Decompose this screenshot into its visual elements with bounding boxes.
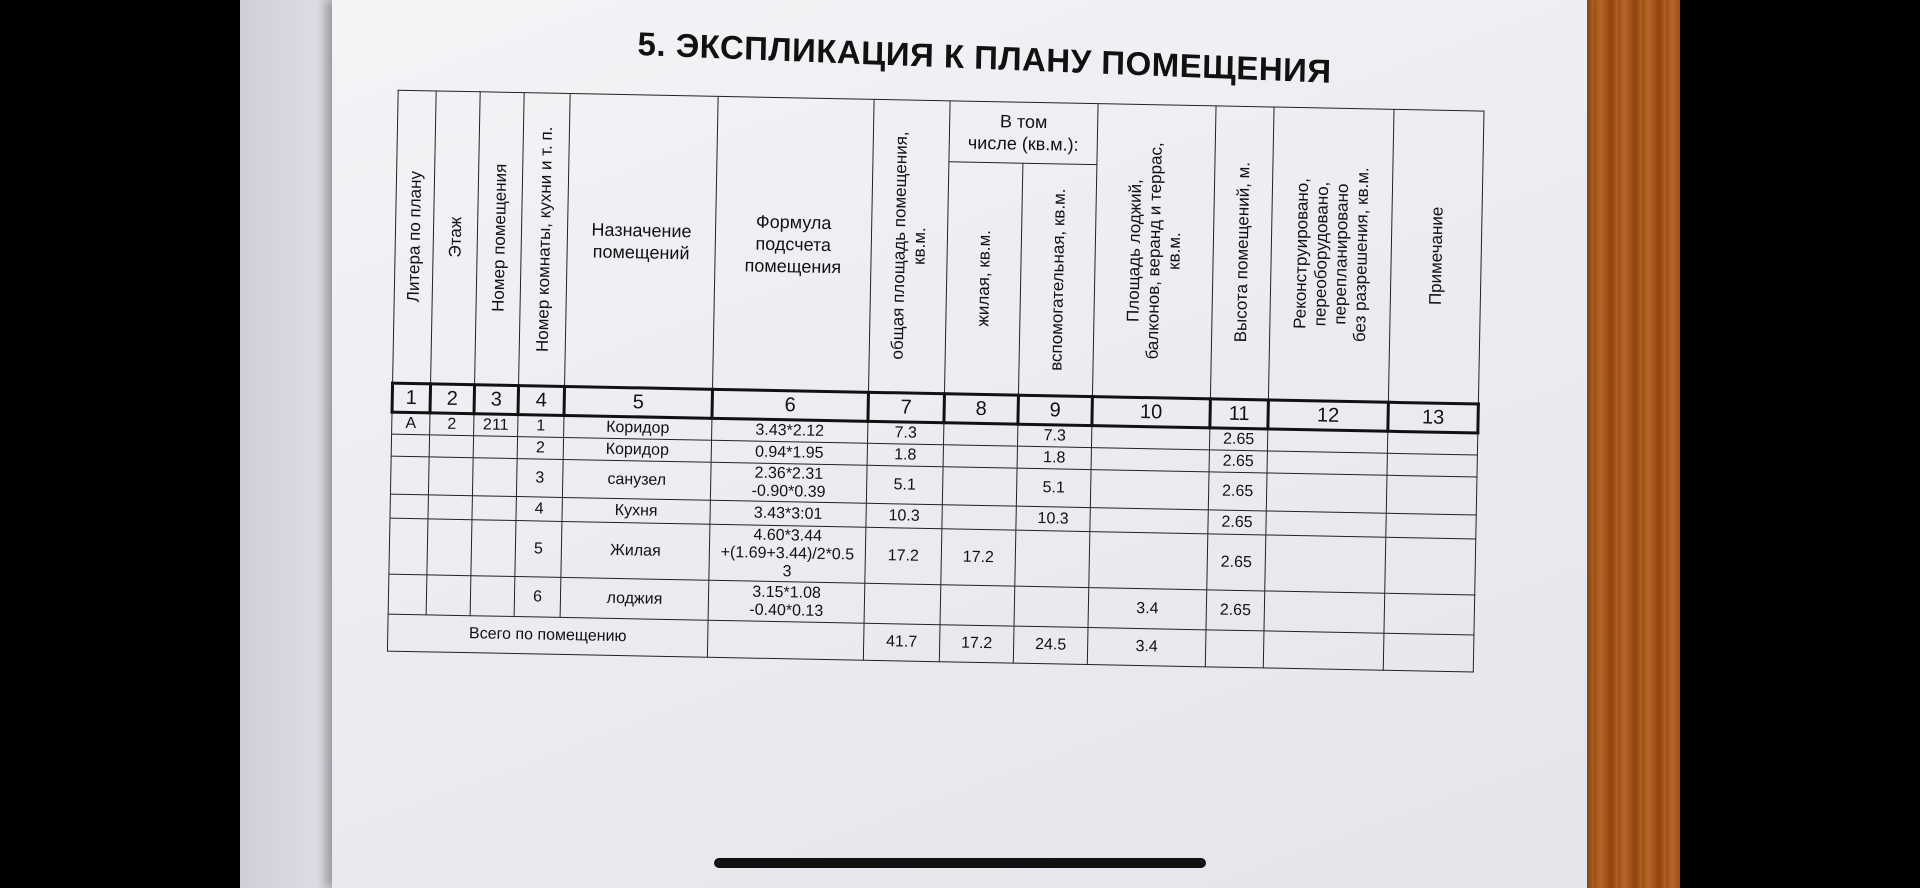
column-number: 5 (564, 386, 713, 418)
cell-height: 2.65 (1209, 450, 1267, 473)
cell-formula: 2.36*2.31 -0.90*0.39 (710, 462, 867, 503)
cell-premise (472, 458, 517, 497)
document-title: 5. ЭКСПЛИКАЦИЯ К ПЛАНУ ПОМЕЩЕНИЯ (637, 24, 1332, 90)
cell-purpose: Коридор (563, 437, 711, 462)
cell-auxiliary (1015, 530, 1090, 587)
header-reconstructed: Реконструировано, переоборудовано, перепланировано без разрешения, кв.м. (1268, 107, 1394, 402)
totals-total: 41.7 (863, 623, 940, 661)
photo (240, 0, 1680, 888)
cell-loggia (1089, 532, 1208, 590)
cell-note (1387, 431, 1477, 455)
cell-purpose: Кухня (562, 497, 710, 524)
page-content (322, 0, 1594, 888)
cell-reconstructed (1267, 451, 1387, 475)
header-including-group: В том числе (кв.м.): (949, 101, 1098, 165)
cell-reconstructed (1267, 429, 1387, 453)
cell-total: 5.1 (866, 465, 943, 504)
cell-living: 17.2 (941, 529, 1016, 586)
cell-litera: А (392, 412, 430, 435)
cell-room: 6 (514, 577, 561, 618)
totals-note-empty (1383, 633, 1474, 672)
cell-loggia (1090, 470, 1209, 510)
header-auxiliary: вспомогательная, кв.м. (1018, 163, 1096, 396)
cell-living (940, 585, 1015, 626)
cell-floor (428, 495, 472, 520)
cell-formula: 3.43*2.12 (712, 418, 868, 443)
cell-reconstructed (1266, 511, 1386, 537)
cell-formula: 3.43*3:01 (710, 500, 866, 527)
cell-total: 1.8 (867, 443, 943, 466)
header-note: Примечание (1388, 109, 1484, 404)
cell-note (1385, 537, 1476, 595)
cell-loggia (1090, 508, 1208, 534)
header-premise-number: Номер помещения (475, 92, 525, 386)
cell-room: 2 (517, 437, 563, 460)
cell-floor: 2 (430, 413, 474, 436)
cell-note (1387, 453, 1477, 477)
header-purpose: Назначение помещений (565, 94, 719, 390)
cell-litera (390, 494, 428, 519)
column-number: 13 (1388, 402, 1479, 433)
totals-auxiliary: 24.5 (1013, 626, 1088, 664)
column-number: 2 (430, 384, 475, 414)
totals-loggia: 3.4 (1087, 628, 1206, 667)
cell-height: 2.65 (1208, 472, 1267, 511)
header-floor: Этаж (431, 91, 481, 385)
column-number: 11 (1210, 399, 1269, 429)
cell-room: 5 (515, 521, 562, 578)
cell-note (1384, 593, 1475, 635)
column-number: 6 (712, 389, 869, 421)
cell-reconstructed (1264, 591, 1385, 633)
totals-height-empty (1205, 630, 1264, 668)
column-number: 7 (868, 392, 945, 422)
cell-formula: 4.60*3.44 +(1.69+3.44)/2*0.5 3 (709, 524, 866, 583)
cell-litera (388, 574, 427, 615)
cell-litera (391, 434, 429, 457)
cell-height: 2.65 (1208, 510, 1266, 535)
header-room-number: Номер комнаты, кухни и т. п. (519, 93, 571, 387)
column-number: 12 (1268, 400, 1389, 431)
cell-auxiliary (1014, 586, 1089, 627)
cell-auxiliary: 1.8 (1017, 446, 1091, 469)
cell-note (1386, 475, 1477, 515)
column-number: 4 (518, 386, 565, 416)
cell-height: 2.65 (1209, 428, 1267, 451)
cell-formula: 0.94*1.95 (711, 440, 867, 465)
cell-formula: 3.15*1.08 -0.40*0.13 (708, 580, 865, 623)
cell-total: 10.3 (866, 503, 942, 528)
cell-reconstructed (1266, 473, 1387, 513)
header-total-area: общая площадь помещения, кв.м. (868, 99, 950, 393)
cell-height: 2.65 (1207, 534, 1266, 591)
totals-label: Всего по помещению (387, 614, 708, 657)
cell-premise (470, 576, 515, 617)
totals-living: 17.2 (939, 625, 1014, 663)
cell-total: 7.3 (868, 421, 944, 444)
cell-auxiliary: 5.1 (1016, 468, 1091, 507)
cell-living (943, 445, 1017, 468)
column-number: 10 (1092, 397, 1211, 428)
cell-room: 1 (518, 415, 564, 438)
cell-purpose: санузел (562, 459, 711, 500)
explication-table (386, 90, 1486, 673)
header-formula: Формула подсчета помещения (713, 96, 875, 392)
column-number: 8 (944, 394, 1019, 424)
cell-loggia (1091, 448, 1209, 472)
cell-living (942, 505, 1016, 530)
header-litera: Литера по плану (393, 90, 437, 384)
cell-premise: 211 (474, 414, 518, 437)
cell-loggia: 3.4 (1088, 588, 1207, 630)
cell-floor (426, 575, 471, 616)
cell-premise (472, 496, 516, 521)
column-number: 3 (474, 385, 519, 415)
header-loggia-area: Площадь лоджий, балконов, веранд и террас, кв.м. (1092, 104, 1216, 399)
cell-floor (429, 435, 473, 458)
cell-purpose: лоджия (560, 577, 709, 620)
cell-premise (473, 436, 517, 459)
cell-room: 3 (516, 459, 563, 498)
cell-height: 2.65 (1206, 590, 1265, 631)
cell-premise (471, 520, 516, 577)
home-indicator[interactable] (714, 858, 1206, 868)
cell-purpose: Коридор (564, 415, 712, 440)
cell-loggia (1091, 426, 1209, 450)
cell-auxiliary: 7.3 (1017, 424, 1091, 447)
cell-living (943, 423, 1017, 446)
cell-floor (428, 457, 473, 496)
totals-reconstructed-empty (1263, 631, 1384, 670)
cell-litera (389, 518, 428, 575)
cell-total (864, 583, 941, 624)
cell-total: 17.2 (865, 527, 942, 584)
cell-living (942, 467, 1017, 506)
document-page (332, 0, 1587, 888)
cell-floor (427, 519, 472, 576)
column-number: 9 (1018, 395, 1093, 425)
cell-room: 4 (516, 497, 562, 522)
column-number: 1 (392, 383, 431, 413)
header-living: жилая, кв.м. (944, 162, 1022, 395)
cell-litera (390, 456, 429, 495)
cell-purpose: Жилая (561, 521, 710, 580)
totals-formula-empty (707, 620, 864, 660)
cell-auxiliary: 10.3 (1016, 506, 1090, 531)
header-height: Высота помещений, м. (1210, 106, 1274, 400)
cell-note (1386, 513, 1476, 539)
cell-reconstructed (1265, 535, 1386, 593)
